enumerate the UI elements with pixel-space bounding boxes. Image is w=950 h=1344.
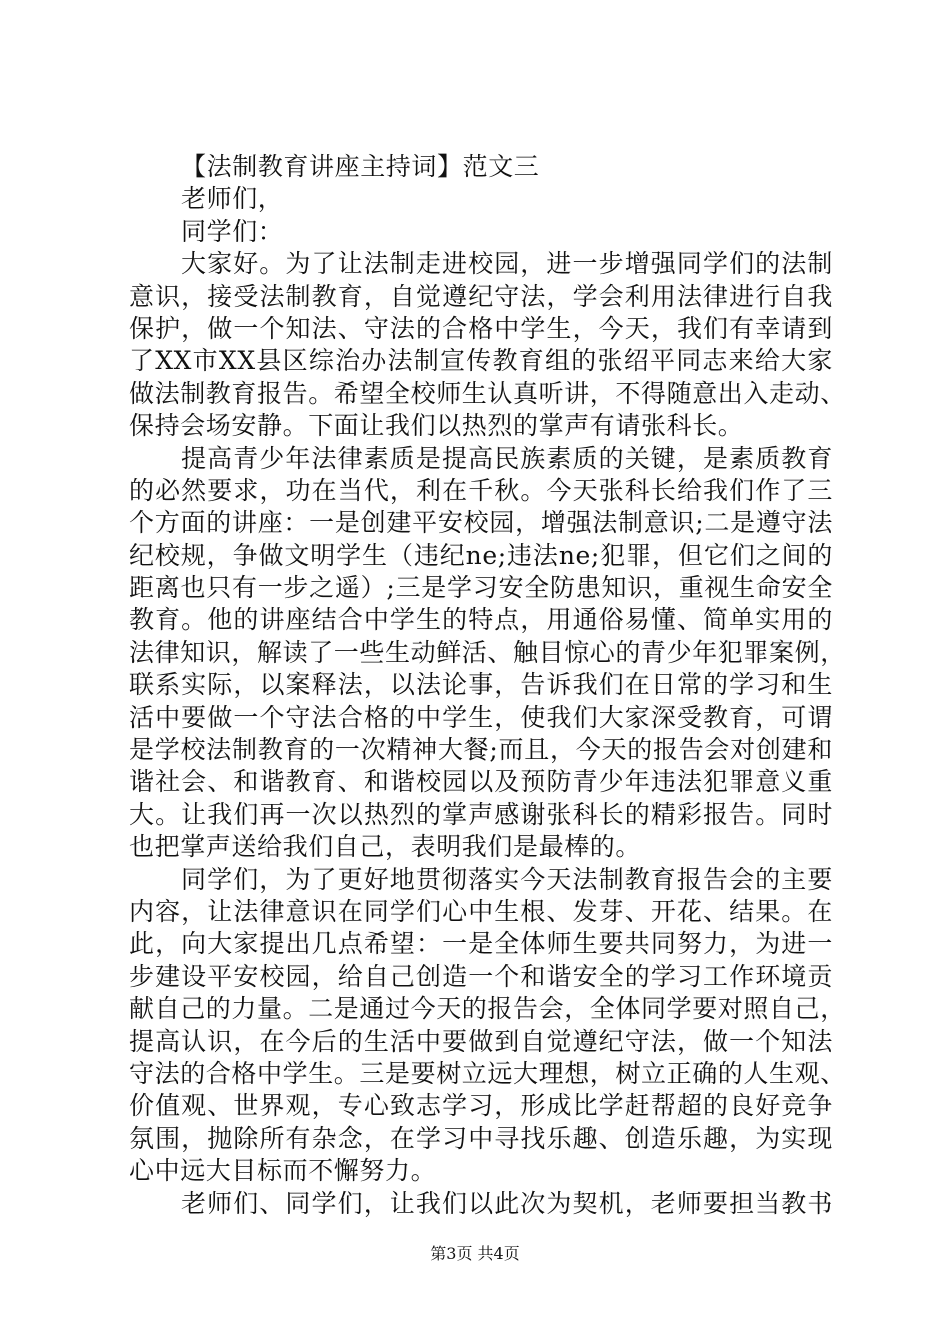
paragraph-line: 大。让我们再一次以热烈的掌声感谢张科长的精彩报告。同时 — [129, 799, 833, 829]
paragraph-line: 献自己的力量。二是通过今天的报告会，全体同学要对照自己， — [129, 994, 846, 1024]
salutation-teachers: 老师们， — [181, 184, 284, 214]
paragraph-line: 心中远大目标而不懈努力。 — [129, 1156, 437, 1186]
paragraph-line: 内容，让法律意识在同学们心中生根、发芽、开花、结果。在 — [129, 896, 833, 926]
paragraph-line: 守法的合格中学生。三是要树立远大理想，树立正确的人生观、 — [129, 1058, 846, 1088]
paragraph-1 — [129, 248, 846, 442]
paragraph-line: 大家好。为了让法制走进校园，进一步增强同学们的法制 — [181, 249, 833, 279]
paragraph-line: 教育。他的讲座结合中学生的特点，用通俗易懂、简单实用的 — [129, 605, 833, 635]
paragraph-line: 也把掌声送给我们自己，表明我们是最棒的。 — [129, 832, 642, 862]
paragraph-line: 氛围，抛除所有杂念，在学习中寻找乐趣、创造乐趣，为实现 — [129, 1123, 833, 1153]
paragraph-line: 的必然要求，功在当代，利在千秋。今天张科长给我们作了三 — [129, 475, 833, 505]
paragraph-line: 了XX市XX县区综治办法制宣传教育组的张绍平同志来给大家 — [129, 346, 833, 376]
paragraph-line: 联系实际，以案释法，以法论事，告诉我们在日常的学习和生 — [129, 670, 833, 700]
paragraph-line: 老师们、同学们，让我们以此次为契机，老师要担当教书 — [181, 1188, 833, 1218]
paragraph-line: 谐社会、和谐教育、和谐校园以及预防青少年违法犯罪意义重 — [129, 767, 833, 797]
document-title: 【法制教育讲座主持词】范文三 — [181, 152, 540, 181]
paragraph-line: 做法制教育报告。希望全校师生认真听讲，不得随意出入走动、 — [129, 378, 846, 408]
paragraph-3 — [129, 864, 846, 1188]
paragraph-line: 个方面的讲座：一是创建平安校园，增强法制意识;二是遵守法 — [129, 508, 833, 538]
paragraph-line: 提高青少年法律素质是提高民族素质的关键，是素质教育 — [181, 443, 833, 473]
paragraph-line: 活中要做一个守法合格的中学生，使我们大家深受教育，可谓 — [129, 702, 833, 732]
salutation-students: 同学们： — [181, 216, 284, 246]
paragraph-line: 保护，做一个知法、守法的合格中学生，今天，我们有幸请到 — [129, 313, 833, 343]
paragraph-line: 同学们，为了更好地贯彻落实今天法制教育报告会的主要 — [181, 864, 833, 894]
paragraph-line: 意识，接受法制教育，自觉遵纪守法，学会利用法律进行自我 — [129, 281, 833, 311]
paragraph-line: 保持会场安静。下面让我们以热烈的掌声有请张科长。 — [129, 411, 744, 441]
paragraph-line: 距离也只有一步之遥）;三是学习安全防患知识，重视生命安全 — [129, 573, 833, 603]
paragraph-line: 步建设平安校园，给自己创造一个和谐安全的学习工作环境贡 — [129, 961, 833, 991]
paragraph-line: 是学校法制教育的一次精神大餐;而且，今天的报告会对创建和 — [129, 735, 833, 765]
paragraph-line: 价值观、世界观，专心致志学习，形成比学赶帮超的良好竞争 — [129, 1091, 833, 1121]
paragraph-4 — [129, 1188, 833, 1220]
paragraph-line: 此，向大家提出几点希望：一是全体师生要共同努力，为进一 — [129, 929, 833, 959]
paragraph-line: 纪校规，争做文明学生（违纪ne;违法ne;犯罪，但它们之间的 — [129, 540, 833, 570]
page-number-footer: 第3页 共4页 — [430, 1244, 520, 1263]
paragraph-line: 提高认识，在今后的生活中要做到自觉遵纪守法，做一个知法 — [129, 1026, 833, 1056]
paragraph-line: 法律知识，解读了一些生动鲜活、触目惊心的青少年犯罪案例， — [129, 637, 846, 667]
paragraph-2 — [129, 443, 846, 864]
document-body — [129, 151, 846, 1220]
